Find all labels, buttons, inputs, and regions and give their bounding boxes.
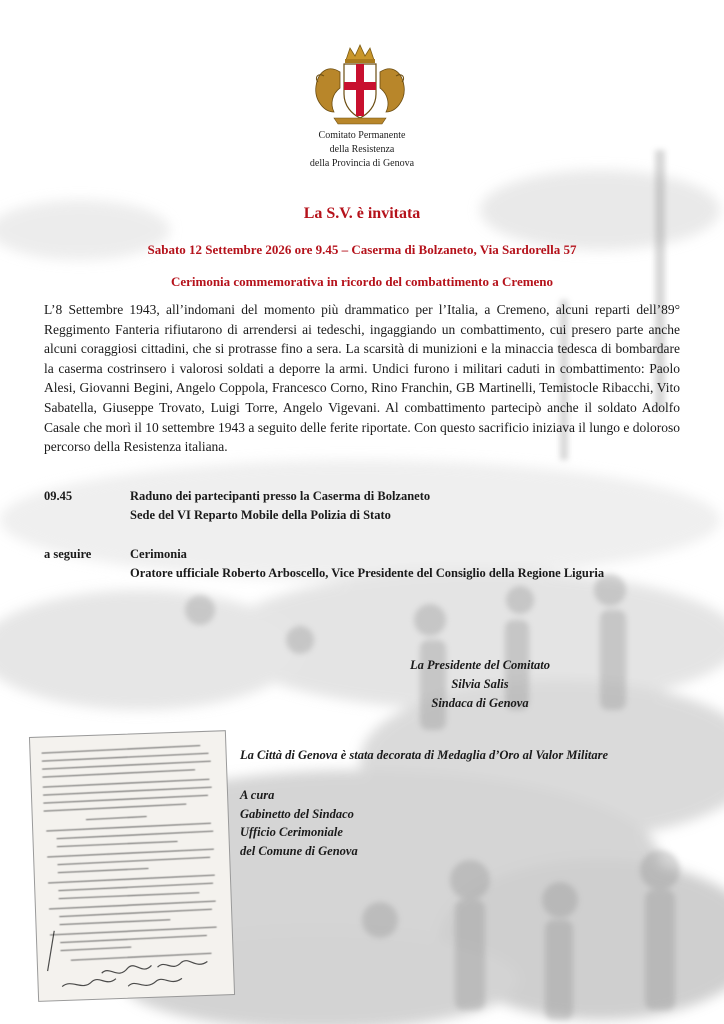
invitation-title: La S.V. è invitata (303, 205, 421, 222)
organizer-line: del Comune di Genova (240, 843, 358, 858)
signature-line: La Presidente del Comitato (410, 658, 550, 672)
schedule-time: a seguire (44, 547, 92, 561)
signature-line: Silvia Salis (451, 677, 509, 691)
organizer-block (240, 786, 440, 860)
schedule-item (130, 545, 690, 583)
history-paragraph: L’8 Settembre 1943, all’indomani del momento più drammatico per l’Italia, a Cremeno, alcuni reparti dell’89° Reggimento Fanteria rifiutarono di arrendersi ai tedeschi, ingaggiando un combattimento, cui presero parte anche alcuni coraggiosi cittadini, che si protrasse fino a sera. La scarsità di munizioni e la minaccia tedesca di bombardare la caserma costrinsero i valorosi soldati a deporre la armi. Undici furono i militari caduti in combattimento: Paolo Alesi, Giovanni Begini, Angelo Coppola, Francesco Corno, Rino Franchin, GB Martinelli, Temistocle Ribacchi, Vito Sabatella, Giuseppe Trovato, Luigi Torre, Angelo Vigevani. Al combattimento partecipò anche il soldato Adolfo Casale che morì il 10 settembre 1943 a seguito delle ferite riportate. Con questo sacrificio iniziava il lungo e doloroso percorso della Resistenza italiana. (44, 302, 680, 455)
signature-block (380, 656, 580, 713)
schedule-line: Cerimonia (130, 547, 187, 561)
organizer-line: Gabinetto del Sindaco (240, 806, 354, 821)
organization-name (262, 129, 462, 171)
genoa-coat-of-arms-icon (310, 42, 410, 126)
event-subject: Cerimonia commemorativa in ricordo del combattimento a Cremeno (170, 274, 554, 289)
org-line: della Resistenza (329, 144, 395, 155)
organizer-line: A cura (240, 788, 275, 802)
schedule-line: Sede del VI Reparto Mobile della Polizia di Stato (130, 508, 391, 522)
signature-line: Sindaca di Genova (431, 696, 529, 710)
historic-document-image (28, 728, 238, 1004)
organizer-line: Ufficio Cerimoniale (240, 825, 343, 839)
schedule-line: Oratore ufficiale Roberto Arboscello, Vice Presidente del Consiglio della Regione Liguria (130, 566, 605, 580)
org-line: Comitato Permanente (318, 130, 406, 141)
medal-note: La Città di Genova è stata decorata di Medaglia d’Oro al Valor Militare (240, 748, 609, 762)
event-date-location: Sabato 12 Settembre 2026 ore 9.45 – Caserma di Bolzaneto, Via Sardorella 57 (147, 242, 577, 257)
schedule-line: Raduno dei partecipanti presso la Caserma di Bolzaneto (130, 489, 431, 503)
schedule-time: 09.45 (44, 489, 73, 503)
org-line: della Provincia di Genova (309, 158, 415, 169)
schedule-item (130, 487, 690, 525)
